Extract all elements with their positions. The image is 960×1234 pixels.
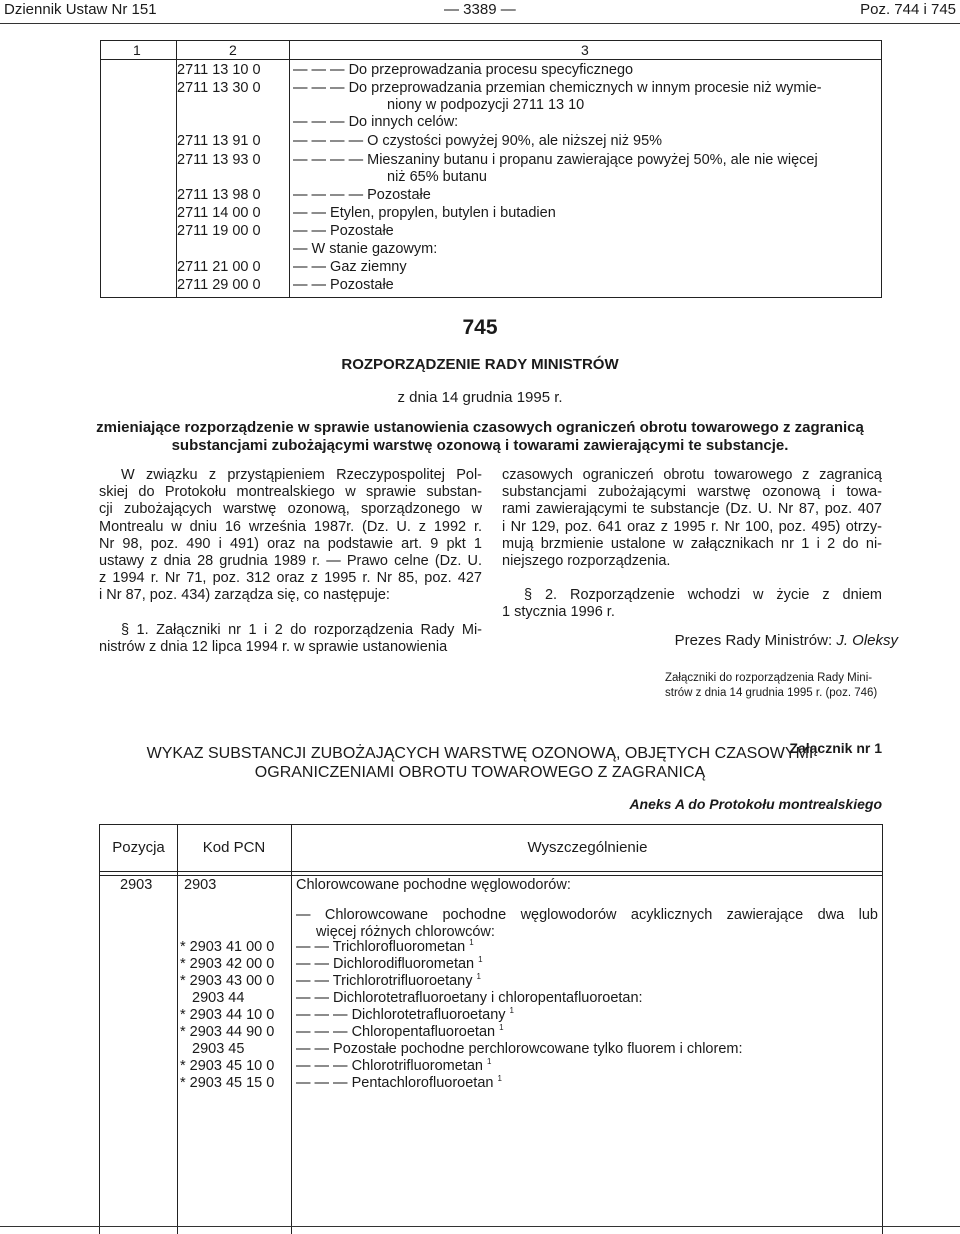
attachment-title: [0, 744, 960, 782]
row-code: * 2903 45 10 0: [180, 1058, 275, 1074]
header-divider: [100, 875, 882, 876]
row-description: — — — — O czystości powyżej 90%, ale niższej niż 95%: [293, 133, 663, 149]
row-description: — W stanie gazowym:: [293, 241, 438, 257]
column-header: Wyszczególnienie: [527, 839, 648, 856]
row-code: 2711 21 00 0: [177, 259, 261, 275]
right-column: [502, 467, 882, 622]
act-title-line: substancjami zubożającymi warstwę ozonową i towarami zawierającymi te substancje.: [171, 437, 789, 454]
attachment-title-line: OGRANICZENIAMI OBROTU TOWAROWEGO Z ZAGRANICĄ: [254, 764, 706, 781]
row-description: — — Pozostałe: [293, 277, 394, 293]
header-divider: [101, 59, 881, 60]
column-header: 1: [133, 42, 141, 58]
row-code: 2711 13 98 0: [177, 187, 261, 203]
row-description: — — Gaz ziemny: [293, 259, 407, 275]
row-code: 2711 19 00 0: [177, 223, 261, 239]
description-text: — — Pozostałe pochodne perchlorowcowane tylko fluorem i chlorem:: [296, 1041, 743, 1057]
row-code: 2903 44: [192, 990, 245, 1006]
footnote-marker: 1: [478, 955, 483, 965]
paragraph-line: W związku z przystąpieniem Rzeczypospolitej Pol-: [121, 467, 482, 483]
paragraph-line: rami zawierającymi te substancje (Dz. U. Nr 87, poz. 407: [502, 501, 882, 518]
signature-name: J. Oleksy: [836, 632, 898, 649]
paragraph-line: Montrealu w dniu 16 września 1987r. (Dz. U. z 1992 r.: [99, 518, 482, 535]
row-description: [296, 1075, 502, 1092]
description-text: Chlorowcowane pochodne węglowodorów:: [296, 877, 571, 893]
paragraph-line: i Nr 129, poz. 641 oraz z 1995 r. Nr 100, poz. 495) otrzy-: [502, 518, 882, 535]
row-description: — — Etylen, propylen, butylen i butadien: [293, 205, 556, 221]
footnote-marker: 1: [469, 938, 474, 948]
footnote-marker: 1: [486, 1057, 492, 1067]
row-description: — — — Do przeprowadzania procesu specyficznego: [293, 62, 634, 78]
row-code: * 2903 45 15 0: [180, 1075, 275, 1091]
row-description: — — — — Mieszaniny butanu i propanu zawierające powyżej 50%, ale nie więcej: [293, 152, 818, 168]
description-text: — — — Dichlorotetrafluoroetany: [296, 1007, 506, 1023]
act-title: [0, 419, 960, 455]
page-bottom-rule: [0, 1226, 960, 1227]
paragraph-line: nistrów z dnia 12 lipca 1994 r. w sprawie ustanowienia: [99, 638, 448, 655]
row-code: 2711 14 00 0: [177, 205, 261, 221]
row-code: 2711 13 30 0: [177, 80, 261, 96]
attachment-note-line: Załączniki do rozporządzenia Rady Mini-: [665, 672, 873, 684]
header-rule: [0, 23, 960, 24]
column-header: 3: [581, 42, 589, 58]
row-position: 2903: [120, 877, 153, 893]
description-text: — — — Chlorotrifluorometan: [296, 1058, 483, 1074]
description-text: — — Dichlorodifluorometan: [296, 956, 475, 972]
paragraph-line: niejszego rozporządzenia.: [502, 553, 671, 570]
continuation-table: [100, 40, 882, 298]
act-number: 745: [462, 316, 498, 339]
description-text: — — — Chloropentafluoroetan: [296, 1024, 496, 1040]
attachment-note: [665, 671, 895, 701]
column-header: Kod PCN: [202, 839, 266, 856]
row-description: [296, 877, 571, 894]
act-date: z dnia 14 grudnia 1995 r.: [397, 389, 563, 406]
row-description: [296, 1058, 491, 1075]
row-code: 2903: [184, 877, 217, 893]
signature: [675, 632, 898, 649]
row-code: 2711 13 93 0: [177, 152, 261, 168]
description-text: — — Dichlorotetrafluoroetany i chloropentafluoroetan:: [296, 990, 643, 1006]
footnote-marker: 1: [499, 1023, 504, 1033]
row-code: * 2903 44 10 0: [180, 1007, 275, 1023]
page-header: [0, 0, 960, 22]
attachment-note-line: strów z dnia 14 grudnia 1995 r. (poz. 746): [665, 687, 878, 699]
row-description: niż 65% butanu: [387, 169, 487, 185]
row-code: 2711 29 00 0: [177, 277, 261, 293]
description-text: więcej różnych chlorowców:: [316, 924, 495, 940]
row-description: [296, 1041, 743, 1058]
row-description: niony w podpozycji 2711 13 10: [387, 97, 585, 113]
footnote-marker: 1: [509, 1006, 514, 1016]
column-header: Pozycja: [112, 839, 165, 856]
row-description: — — — Do przeprowadzania przemian chemicznych w innym procesie niż wymie-: [293, 80, 822, 96]
paragraph-line: cji zubożających warstwę ozonową, sporządzonego w: [99, 501, 482, 518]
attachment-title-line: WYKAZ SUBSTANCJI ZUBOŻAJĄCYCH WARSTWĘ OZONOWĄ, OBJĘTYCH CZASOWYMI: [146, 745, 814, 762]
position-range: Poz. 744 i 745: [860, 1, 956, 18]
row-description: [296, 1024, 504, 1041]
paragraph-line: z 1994 r. Nr 71, poz. 312 oraz z 1995 r. Nr 85, poz. 427: [99, 570, 482, 587]
paragraph-line: i Nr 87, poz. 434) zarządza się, co następuje:: [99, 587, 390, 604]
row-description: — — — Do innych celów:: [293, 114, 459, 130]
paragraph-line: mują brzmienie ustalone w załącznikach nr 1 i 2 do ni-: [502, 535, 882, 552]
paragraph-line: ustawy z dnia 28 grudnia 1989 r. — Prawo celne (Dz. U.: [99, 553, 482, 570]
paragraph-line: substancjami zubożającymi warstwę ozonową i towa-: [502, 484, 882, 501]
annex-label: Aneks A do Protokołu montrealskiego: [629, 796, 882, 812]
row-code: * 2903 44 90 0: [180, 1024, 275, 1040]
row-description: [296, 907, 878, 924]
page-number: — 3389 —: [444, 1, 516, 18]
paragraph-line: 1 stycznia 1996 r.: [502, 604, 615, 621]
row-description: [296, 973, 481, 990]
column-divider: [291, 825, 292, 1234]
row-description: [296, 1007, 514, 1024]
row-code: 2903 45: [192, 1041, 245, 1057]
act-title-line: zmieniające rozporządzenie w sprawie ustanowienia czasowych ograniczeń obrotu towarowego z zagranicą: [96, 419, 864, 436]
footnote-marker: 1: [497, 1074, 502, 1084]
row-code: 2711 13 10 0: [177, 62, 261, 78]
description-text: — Chlorowcowane pochodne węglowodorów acyklicznych zawierające dwa lub: [296, 907, 878, 923]
description-text: — — Trichlorofluorometan: [296, 939, 466, 955]
column-divider: [177, 825, 178, 1234]
row-description: — — — — Pozostałe: [293, 187, 431, 203]
row-code: * 2903 43 00 0: [180, 973, 275, 989]
row-description: — — Pozostałe: [293, 223, 394, 239]
row-description: [296, 990, 643, 1007]
description-text: — — Trichlorotrifluoroetany: [296, 973, 473, 989]
row-code: * 2903 42 00 0: [180, 956, 275, 972]
attachment-label: Załącznik nr 1: [789, 740, 882, 756]
paragraph-line: § 1. Załączniki nr 1 i 2 do rozporządzenia Rady Mi-: [121, 621, 482, 638]
footnote-marker: 1: [476, 972, 481, 982]
row-code: * 2903 41 00 0: [180, 939, 275, 955]
signature-label: Prezes Rady Ministrów:: [674, 632, 833, 649]
paragraph-line: skiej do Protokołu montrealskiego w sprawie substan-: [99, 484, 482, 501]
row-code: 2711 13 91 0: [177, 133, 261, 149]
description-text: — — — Pentachlorofluoroetan: [296, 1075, 494, 1091]
row-description: [296, 956, 483, 973]
header-divider: [100, 871, 882, 872]
act-heading: ROZPORZĄDZENIE RADY MINISTRÓW: [341, 356, 619, 373]
paragraph-line: czasowych ograniczeń obrotu towarowego z zagranicą: [502, 467, 882, 483]
journal-name: Dziennik Ustaw Nr 151: [4, 1, 157, 18]
row-description: [296, 939, 474, 956]
column-divider: [289, 41, 290, 297]
column-header: 2: [229, 42, 237, 58]
paragraph-line: Nr 98, poz. 490 i 491) oraz na podstawie art. 9 pkt 1: [99, 535, 482, 552]
substances-table: [99, 824, 883, 1234]
paragraph-line: § 2. Rozporządzenie wchodzi w życie z dniem: [524, 587, 882, 604]
left-column: [99, 467, 482, 656]
